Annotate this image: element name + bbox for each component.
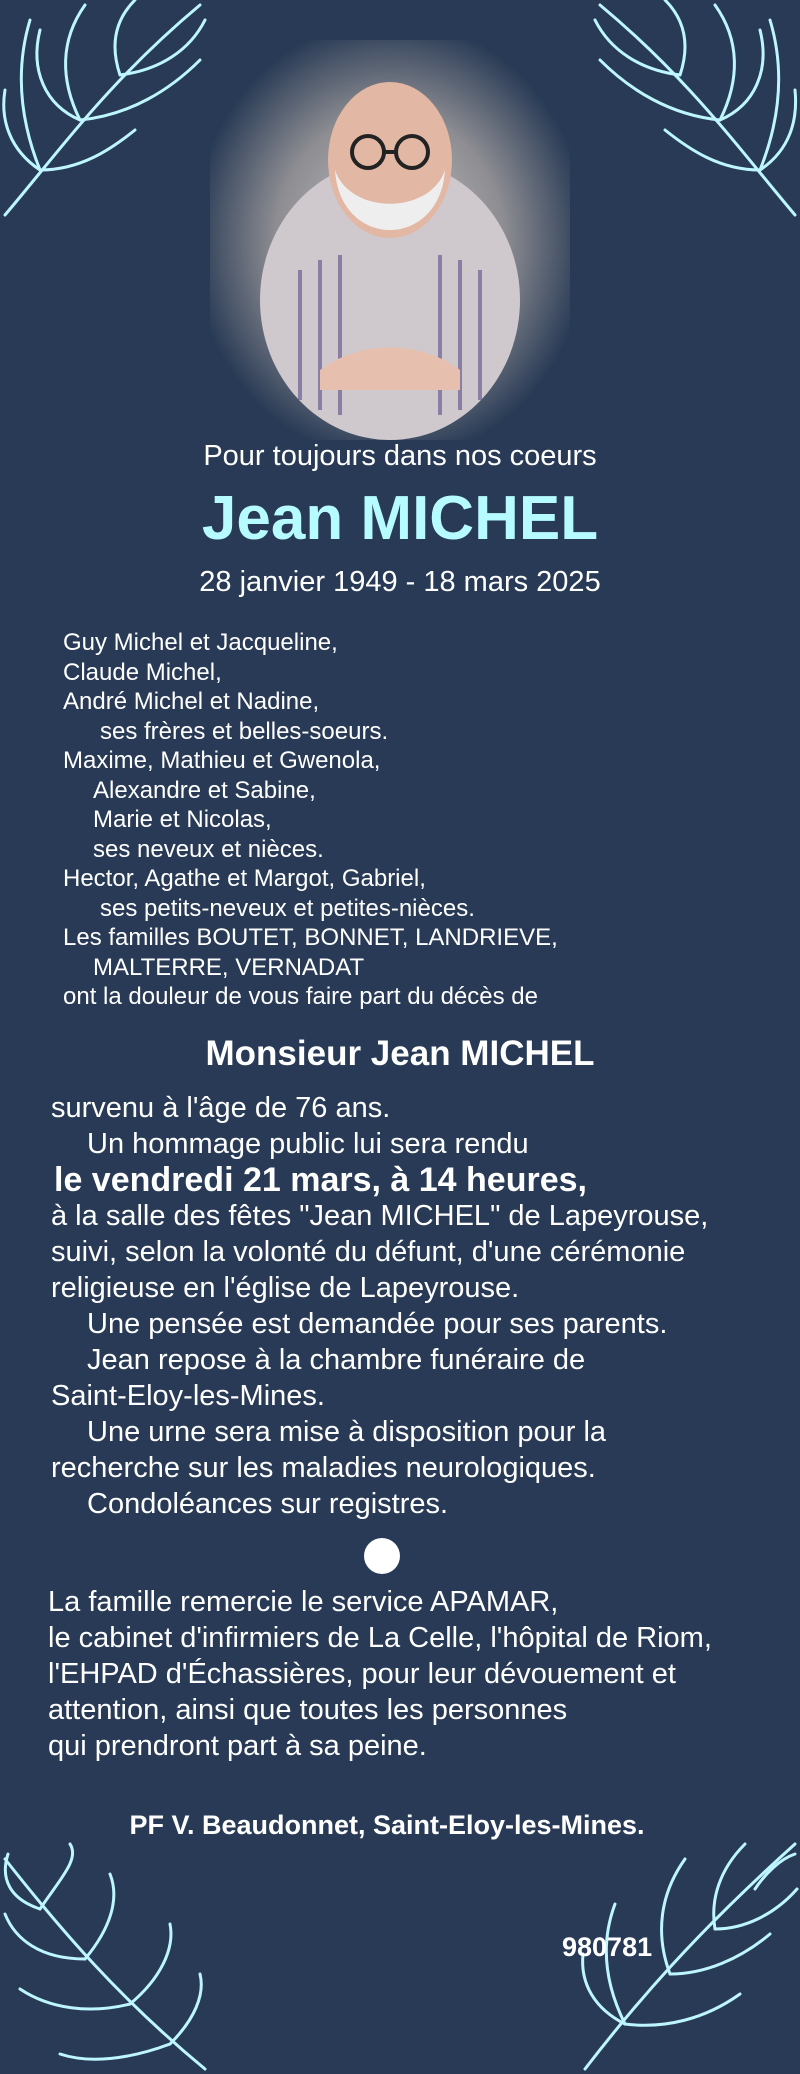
announcement-line: Saint-Eloy-les-Mines. (51, 1380, 325, 1412)
announcement-line: Un hommage public lui sera rendu (87, 1128, 529, 1160)
ceremony-date: le vendredi 21 mars, à 14 heures, (54, 1161, 587, 1199)
family-line: ont la douleur de vous faire part du décès de (63, 983, 538, 1010)
palm-leaf-icon (0, 0, 215, 225)
thanks-line: qui prendront part à sa peine. (48, 1730, 427, 1762)
life-dates: 28 janvier 1949 - 18 mars 2025 (199, 566, 601, 598)
palm-leaf-icon (0, 1839, 215, 2074)
thanks-line: attention, ainsi que toutes les personnes (48, 1694, 568, 1726)
announcement-line: recherche sur les maladies neurologiques. (51, 1452, 596, 1484)
announcement-line: Une urne sera mise à disposition pour la (87, 1416, 607, 1448)
separator-dot-icon (364, 1538, 400, 1574)
thanks-text (48, 1584, 712, 1764)
announcement-line: Jean repose à la chambre funéraire de (87, 1344, 586, 1376)
full-name-heading: Monsieur Jean MICHEL (205, 1034, 595, 1073)
family-line: MALTERRE, VERNADAT (93, 953, 365, 981)
announcement-line: religieuse en l'église de Lapeyrouse. (51, 1272, 520, 1304)
thanks-line: le cabinet d'infirmiers de La Celle, l'hôpital de Riom, (48, 1622, 712, 1654)
family-line: Marie et Nicolas, (93, 806, 272, 833)
announcement-line: Condoléances sur registres. (87, 1488, 449, 1520)
subtitle: Pour toujours dans nos coeurs (203, 440, 597, 472)
family-line: André Michel et Nadine, (63, 688, 320, 715)
portrait-photo (210, 40, 570, 440)
family-line: ses frères et belles-soeurs. (100, 717, 389, 745)
announcement-text (51, 1090, 708, 1522)
announcement-line: suivi, selon la volonté du défunt, d'une cérémonie (51, 1236, 686, 1268)
funeral-home: PF V. Beaudonnet, Saint-Eloy-les-Mines. (129, 1810, 645, 1840)
family-line: Hector, Agathe et Margot, Gabriel, (63, 865, 426, 892)
reference-number: 980781 (562, 1932, 653, 1962)
family-line: Maxime, Mathieu et Gwenola, (63, 747, 381, 774)
family-line: ses petits-neveux et petites-nièces. (100, 894, 475, 922)
announcement-line: à la salle des fêtes "Jean MICHEL" de Lapeyrouse, (51, 1200, 709, 1232)
thanks-line: l'EHPAD d'Échassières, pour leur dévouement et (48, 1658, 676, 1690)
portrait-figure (210, 40, 570, 440)
family-list (63, 628, 558, 1012)
family-line: Alexandre et Sabine, (93, 776, 316, 804)
deceased-name: Jean MICHEL (201, 484, 599, 553)
announcement-line: survenu à l'âge de 76 ans. (51, 1092, 391, 1124)
family-line: Les familles BOUTET, BONNET, LANDRIEVE, (63, 924, 558, 951)
family-line: Claude Michel, (63, 658, 222, 686)
family-line: ses neveux et nièces. (93, 835, 324, 863)
palm-leaf-icon (580, 0, 800, 225)
thanks-line: La famille remercie le service APAMAR, (48, 1586, 559, 1618)
family-line: Guy Michel et Jacqueline, (63, 629, 338, 656)
announcement-line: Une pensée est demandée pour ses parents. (87, 1308, 668, 1340)
